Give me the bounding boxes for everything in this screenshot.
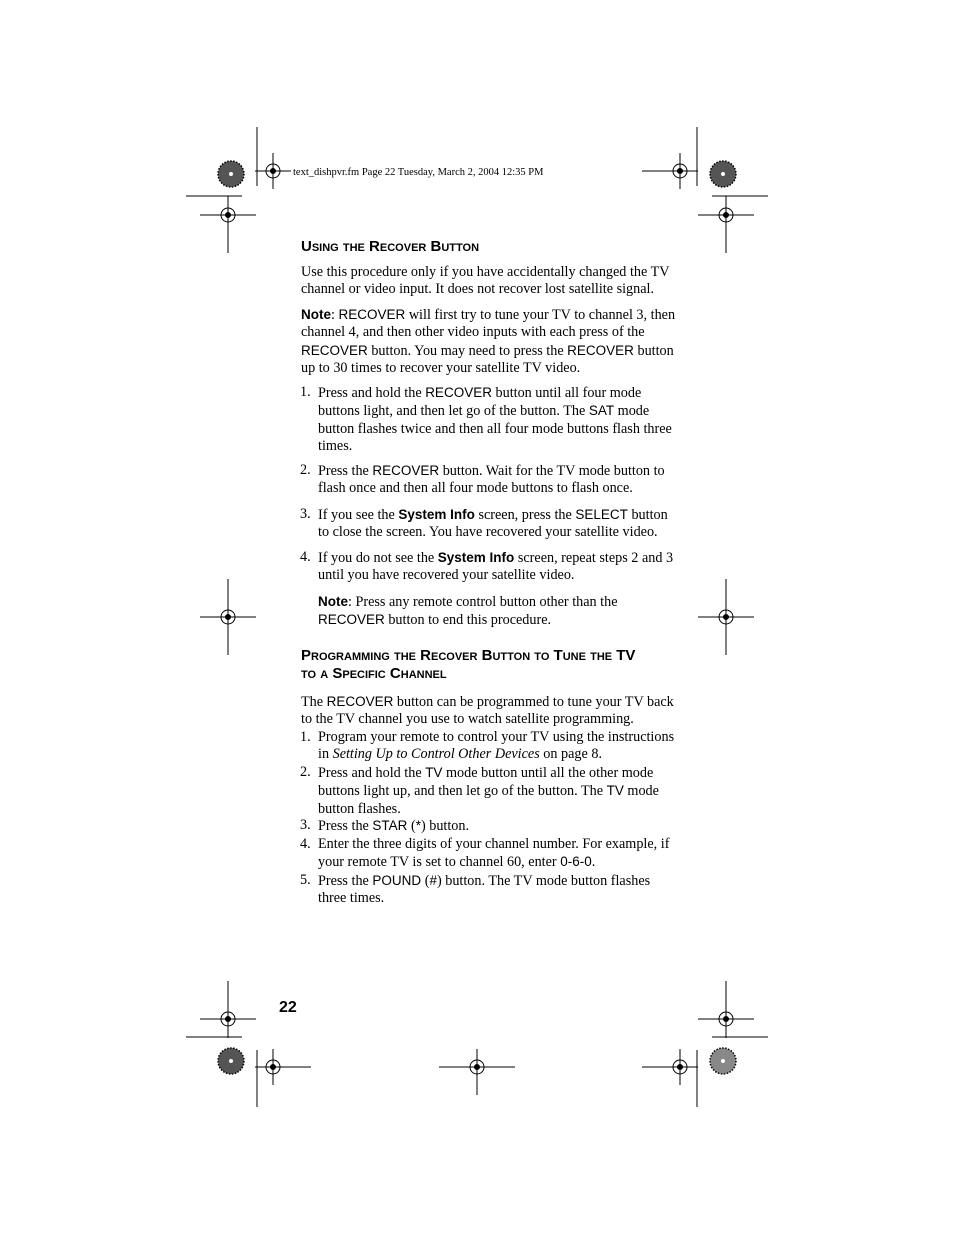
text: buttons light up, and then let go of the button. The <box>318 783 607 800</box>
text-line: up to 30 times to recover your satellite TV video. <box>301 360 581 377</box>
text: ( <box>421 873 430 889</box>
intro-paragraph <box>301 264 681 299</box>
screen-name: System Info <box>398 507 475 522</box>
text-line: Enter the three digits of your channel number. For example, if <box>318 836 670 852</box>
text-line: times. <box>318 438 353 455</box>
text-line: button flashes twice and then all four mode buttons flash three <box>318 420 672 437</box>
text: Press the <box>318 818 373 834</box>
button-name: RECOVER <box>425 385 492 400</box>
text: If you do not see the <box>318 550 438 566</box>
text: will first try to tune your TV to channel 3, then <box>405 307 676 323</box>
step-item <box>318 764 678 818</box>
text: Press and hold the <box>318 765 426 781</box>
step-number: 2. <box>300 764 311 780</box>
text: If you see the <box>318 507 399 523</box>
text: ( <box>407 818 416 834</box>
note-paragraph <box>318 593 678 630</box>
text: screen, press the <box>474 507 576 523</box>
button-name: RECOVER <box>326 694 394 709</box>
text: . <box>591 854 596 871</box>
text: in <box>318 746 333 763</box>
button-name: POUND <box>372 873 422 888</box>
text-line: Use this procedure only if you have accidentally changed the TV <box>301 264 670 280</box>
step-item <box>318 506 678 542</box>
step-item <box>318 817 678 835</box>
text: ) button. <box>420 818 470 834</box>
step-number: 4. <box>300 836 311 852</box>
text: on page 8. <box>539 746 602 763</box>
section-title: Using the Recover Button <box>301 238 480 255</box>
text-line: Program your remote to control your TV using the instructions <box>318 729 675 745</box>
text: button until all four mode <box>491 385 642 401</box>
text: Press and hold the <box>318 385 426 401</box>
text-line: channel 4, and then other video inputs with each press of the <box>301 324 645 341</box>
text: button <box>633 342 674 359</box>
text: : <box>331 307 339 323</box>
reference-title: Setting Up to Control Other Devices <box>332 746 540 763</box>
text: mode <box>614 403 650 420</box>
step-number: 5. <box>300 872 311 888</box>
step-item <box>318 462 678 498</box>
text-line: three times. <box>318 890 385 907</box>
text: button. Wait for the TV mode button to <box>439 463 665 479</box>
text-line: to the TV channel you use to watch satellite programming. <box>301 711 634 728</box>
text-line: button flashes. <box>318 800 401 817</box>
screen-name: System Info <box>437 550 515 565</box>
note-label: Note <box>318 594 348 609</box>
section-title <box>301 647 635 683</box>
step-number: 2. <box>300 462 311 478</box>
step-item <box>318 836 678 872</box>
note-label: Note <box>301 307 331 322</box>
text-line: until you have recovered your satellite video. <box>318 567 575 584</box>
step-item <box>318 384 678 456</box>
channel-digits: 0-6-0 <box>560 854 592 870</box>
step-number: 3. <box>300 506 311 522</box>
note-paragraph <box>301 306 681 378</box>
text: The <box>301 694 327 710</box>
step-number: 4. <box>300 549 311 565</box>
text: button to end this procedure. <box>384 612 552 629</box>
title-line: to a Specific Channel <box>301 665 447 682</box>
step-item <box>318 872 678 908</box>
page-number: 22 <box>279 999 297 1016</box>
text: screen, repeat steps 2 and 3 <box>514 550 674 566</box>
button-name: RECOVER <box>372 463 440 478</box>
intro-paragraph <box>301 693 681 729</box>
symbol: # <box>429 873 437 888</box>
text: : Press any remote control button other than the <box>348 594 618 610</box>
text: mode button until all the other mode <box>442 765 654 781</box>
button-name: SAT <box>588 403 615 419</box>
button-name: TV <box>606 783 624 799</box>
button-name: RECOVER <box>567 342 634 358</box>
step-number: 1. <box>300 729 311 745</box>
button-name: RECOVER <box>301 342 368 358</box>
button-name: RECOVER <box>318 612 385 628</box>
text: Press the <box>318 463 373 479</box>
text-line: to close the screen. You have recovered your satellite video. <box>318 524 658 541</box>
text-line: channel or video input. It does not recover lost satellite signal. <box>301 281 655 298</box>
step-number: 1. <box>300 384 311 400</box>
button-name: SELECT <box>575 507 628 522</box>
symbol: * <box>415 818 421 833</box>
text: Press the <box>318 873 373 889</box>
page-header: text_dishpvr.fm Page 22 Tuesday, March 2, 2004 12:35 PM <box>293 167 544 178</box>
text: ) button. The TV mode button flashes <box>436 873 651 889</box>
button-name: STAR <box>372 818 408 833</box>
button-name: RECOVER <box>338 307 406 322</box>
title-line: Programming the Recover Button to Tune the TV <box>301 647 636 664</box>
text-line: flash once and then all four mode buttons to flash once. <box>318 480 633 497</box>
step-item <box>318 549 678 585</box>
button-name: TV <box>425 765 443 780</box>
step-number: 3. <box>300 817 311 833</box>
text: button <box>627 507 668 523</box>
step-item <box>318 729 678 764</box>
text: button can be programmed to tune your TV back <box>393 694 674 710</box>
text: mode <box>623 783 659 800</box>
text: button. You may need to press the <box>367 342 568 359</box>
text: buttons light, and then let go of the button. The <box>318 403 589 420</box>
text: your remote TV is set to channel 60, enter <box>318 854 561 871</box>
